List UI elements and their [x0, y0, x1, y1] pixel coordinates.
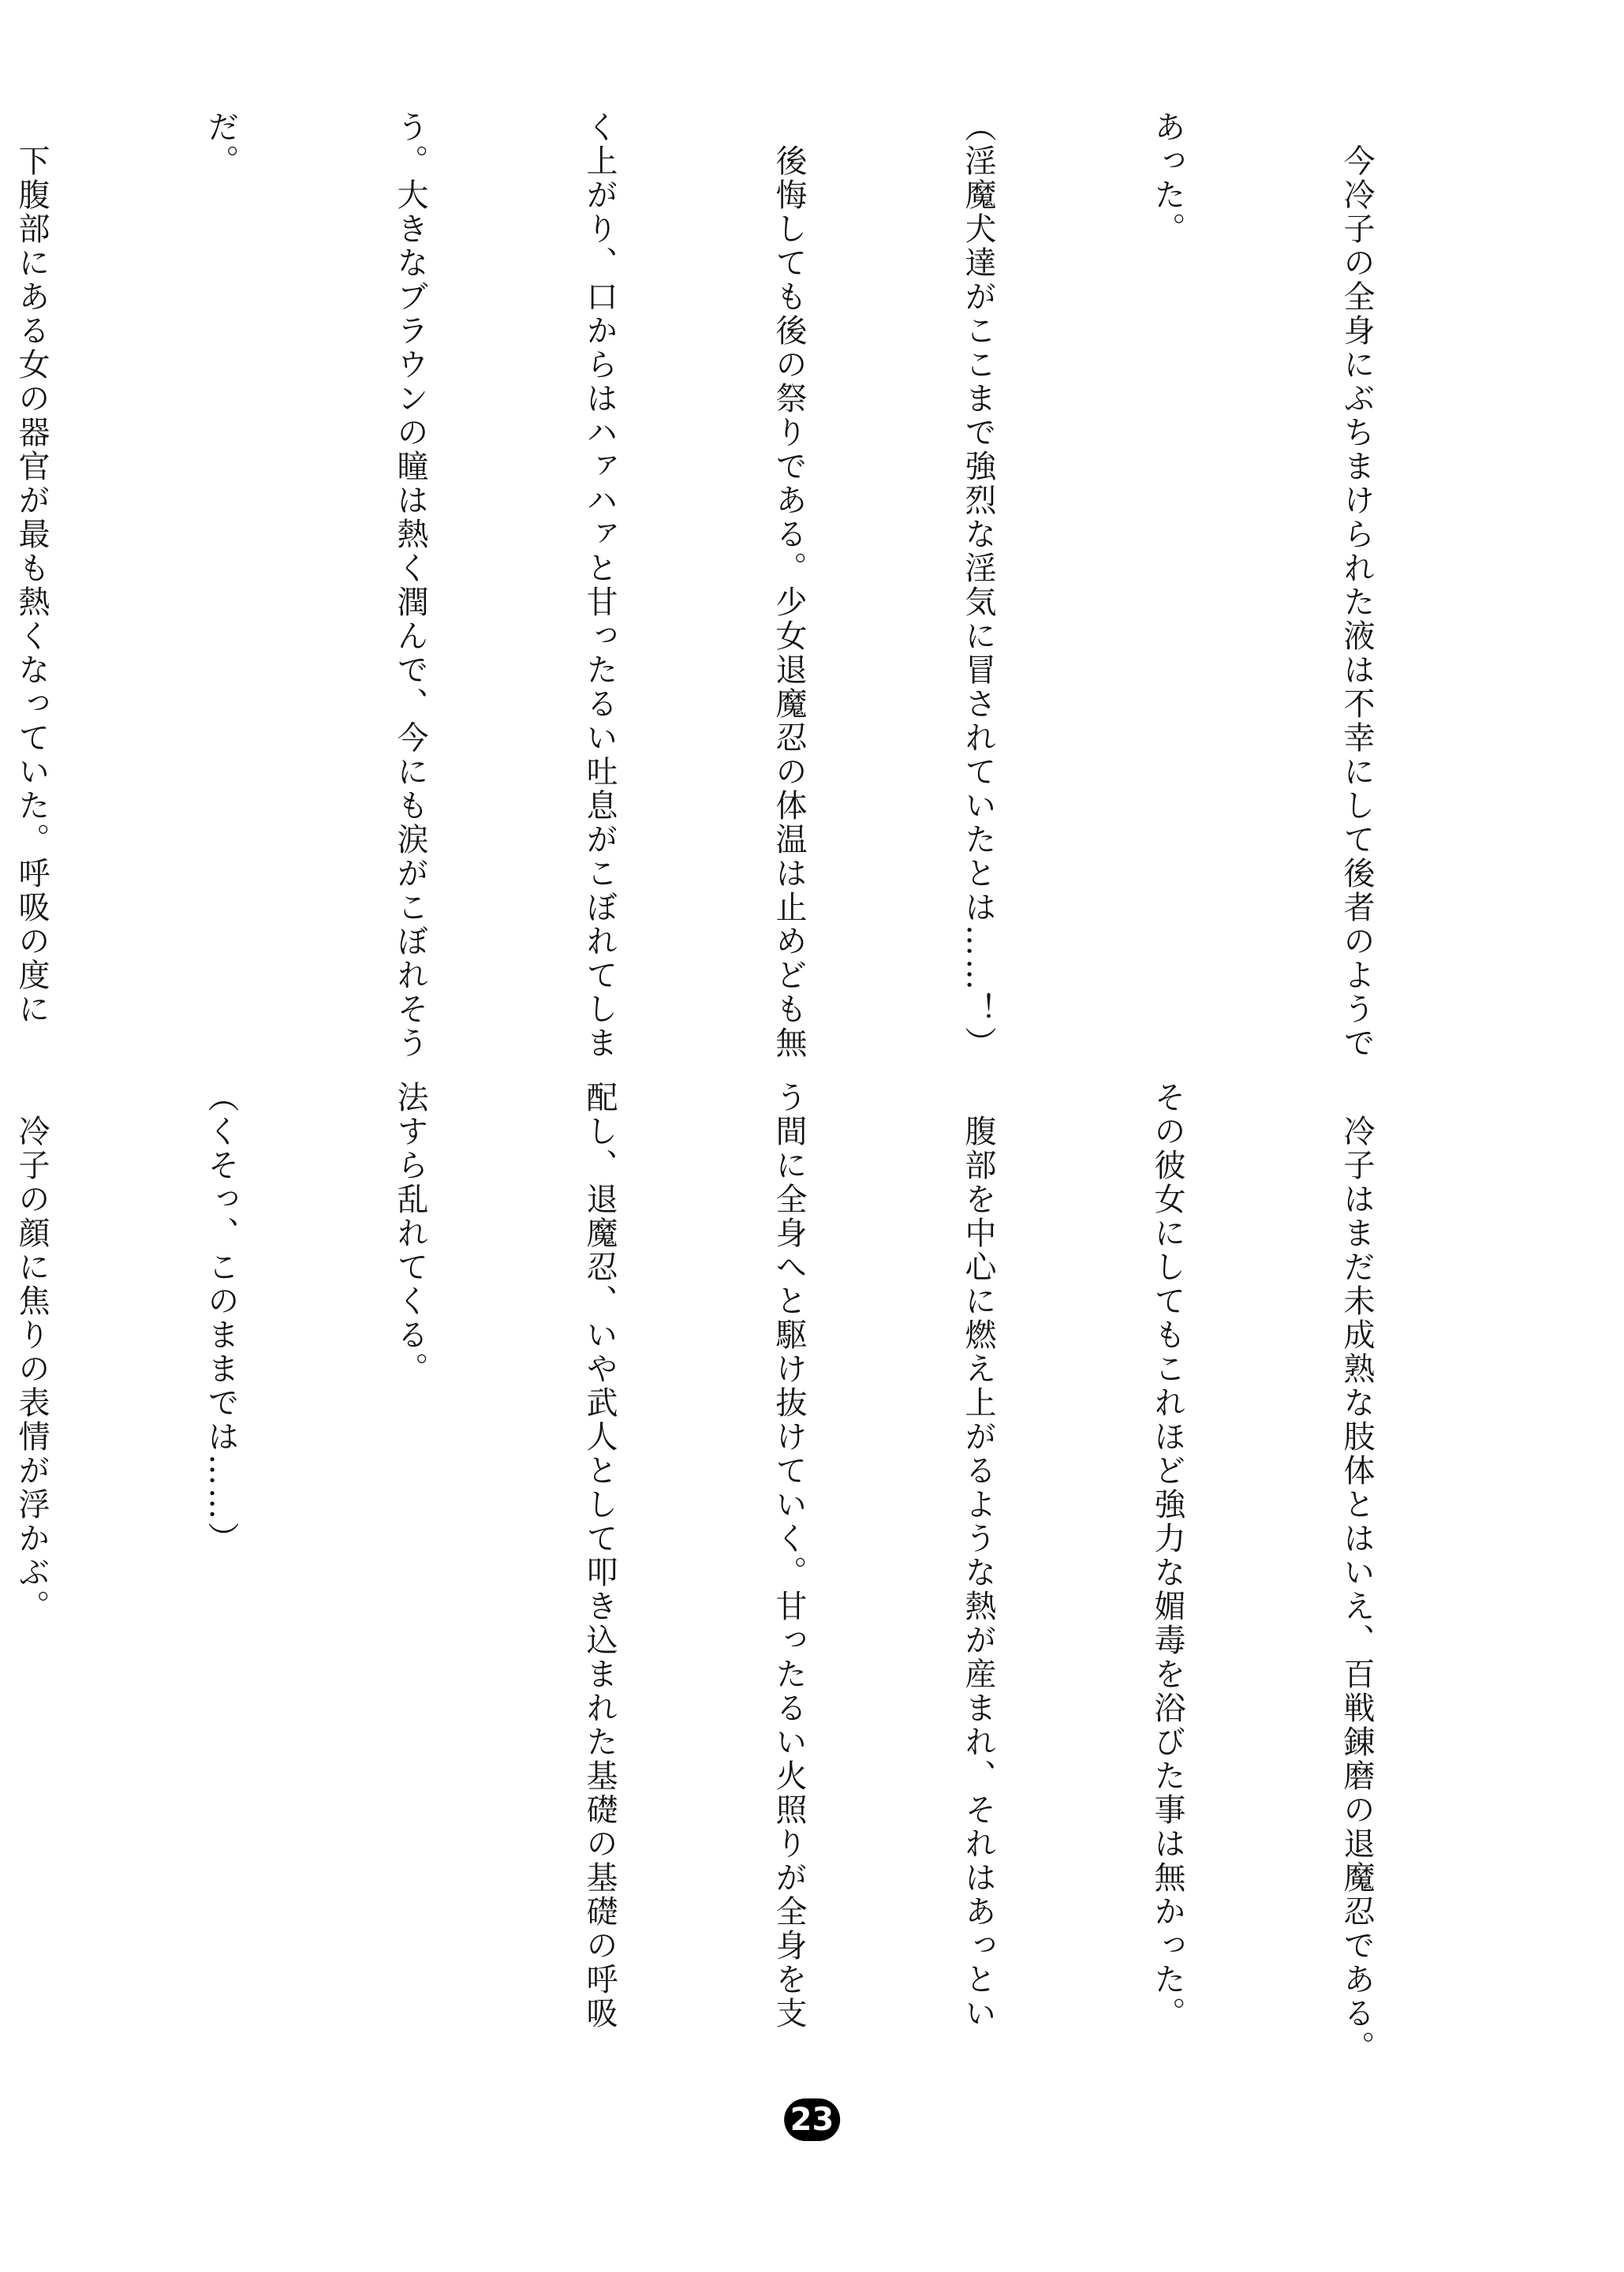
text-line: 冷子はまだ未成熟な肢体とはいえ、百戦錬磨の退魔忍である。: [1338, 1081, 1375, 2065]
text-line: 腹部を中心に燃え上がるような熱が産まれ、それはあっとい: [960, 1081, 996, 2031]
text-line: 冷子の顔に焦りの表情が浮かぶ。: [13, 1081, 50, 1624]
page-number-badge: 23: [784, 2098, 841, 2141]
text-line: う。大きなブラウンの瞳は熱く潤んで、今にも涙がこぼれそう: [392, 110, 428, 1060]
text-block-bottom: [13, 1081, 1514, 2065]
text-line: （くそっ、このままでは……）: [203, 1081, 239, 1556]
text-line: 後悔しても後の祭りである。少女退魔忍の体温は止めども無: [771, 110, 807, 1060]
text-line: （淫魔犬達がここまで強烈な淫気に冒されていたとは……！）: [960, 110, 996, 1060]
text-block-top: [13, 110, 1514, 1060]
text-line: 今冷子の全身にぶちまけられた液は不幸にして後者のようで: [1338, 110, 1375, 1060]
text-line: く上がり、口からはハァハァと甘ったるい吐息がこぼれてしま: [581, 110, 618, 1060]
text-line: その彼女にしてもこれほど強力な媚毒を浴びた事は無かった。: [1149, 1081, 1185, 2031]
text-line: 法すら乱れてくる。: [392, 1081, 428, 1386]
text-line: あった。: [1149, 110, 1185, 246]
text-line: だ。: [203, 110, 239, 178]
text-line: 下腹部にある女の器官が最も熱くなっていた。呼吸の度に: [13, 110, 50, 1026]
text-line: 配し、退魔忍、いや武人として叩き込まれた基礎の基礎の呼吸: [581, 1081, 618, 2031]
text-line: う間に全身へと駆け抜けていく。甘ったるい火照りが全身を支: [771, 1081, 807, 2031]
